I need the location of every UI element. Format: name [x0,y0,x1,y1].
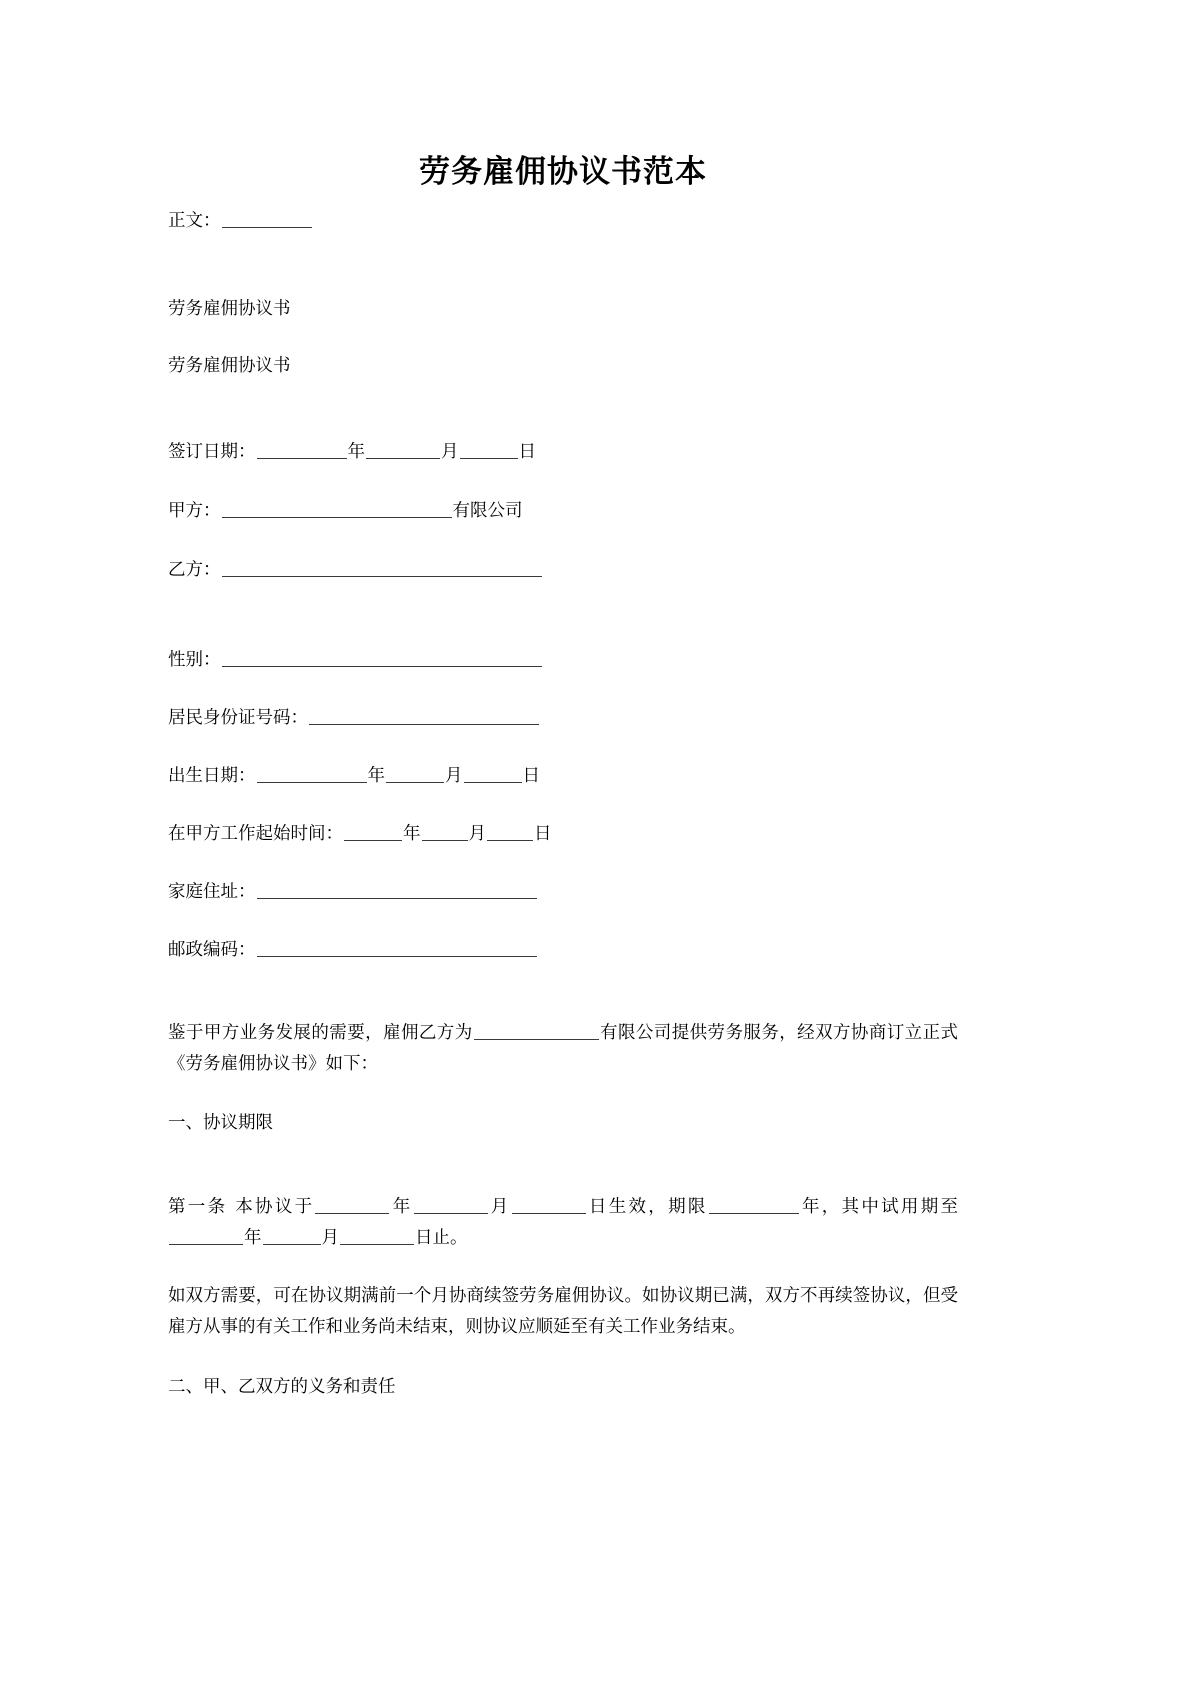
renewal-paragraph: 如双方需要，可在协议期满前一个月协商续签劳务雇佣协议。如协议期已满，双方不再续签协议，但受雇方从事的有关工作和业务尚未结束，则协议应顺延至有关工作业务结束。 [168,1286,958,1337]
field-party-b-label: 乙方： [168,560,221,580]
field-postal-code [168,935,538,966]
work-start-day-blank [487,824,533,841]
article-1-probation-day-unit: 日止。 [415,1228,468,1248]
work-start-month-blank [422,824,468,841]
article-1-term-unit: 年，其中试用期至 [799,1197,959,1217]
field-home-address [168,877,538,908]
work-start-year-blank [344,824,402,841]
work-start-month-unit: 月 [468,824,486,844]
article-1-day-blank [512,1197,586,1214]
field-birth-date-label: 出生日期： [168,766,256,786]
field-home-address-label: 家庭住址： [168,882,256,902]
page-title: 劳务雇佣协议书范本 [419,154,707,190]
field-work-start-date [168,819,552,850]
preamble-company-blank [474,1023,599,1040]
birth-date-year-unit: 年 [367,766,385,786]
article-1-probation-month-unit: 月 [321,1228,339,1248]
field-postal-code-label: 邮政编码： [168,940,256,960]
birth-date-year-blank [257,766,367,783]
party-a-blank [222,501,452,518]
work-start-day-unit: 日 [534,824,552,844]
field-work-start-date-label: 在甲方工作起始时间： [168,824,343,844]
field-sign-date [168,437,536,468]
article-1-paragraph [168,1192,958,1254]
field-party-b [168,555,543,586]
article-1-prefix: 第一条 本协议于 [168,1197,315,1217]
sign-date-month-unit: 月 [441,442,459,462]
intro-label: 正文： [168,211,221,231]
preamble-paragraph [168,1018,958,1080]
postal-code-blank [257,940,537,957]
section-heading-2: 二、甲、乙双方的义务和责任 [168,1377,396,1397]
article-1-year-unit: 年 [390,1197,413,1217]
field-id-number [168,703,540,734]
article-1-month-blank [414,1197,488,1214]
field-gender-label: 性别： [168,650,221,670]
sign-date-day-blank [460,442,518,459]
party-b-blank [222,560,542,577]
birth-date-month-blank [386,766,444,783]
field-party-a-label: 甲方： [168,501,221,521]
article-1-term-blank [709,1197,799,1214]
birth-date-day-blank [464,766,522,783]
gender-blank [222,650,542,667]
article-1-month-unit: 月 [488,1197,511,1217]
sign-date-year-blank [257,442,347,459]
section-heading-1: 一、协议期限 [168,1113,273,1133]
intro-line [168,206,313,237]
article-1-probation-year-blank [169,1228,243,1245]
heading-agreement-1: 劳务雇佣协议书 [168,299,291,319]
article-1-year-blank [315,1197,389,1214]
field-sign-date-label: 签订日期： [168,442,256,462]
sign-date-day-unit: 日 [518,442,536,462]
article-1-probation-day-blank [340,1228,414,1245]
field-party-a-suffix: 有限公司 [452,501,523,521]
article-1-probation-year-unit: 年 [244,1228,262,1248]
birth-date-month-unit: 月 [445,766,463,786]
id-number-blank [309,708,539,725]
sign-date-month-blank [366,442,440,459]
birth-date-day-unit: 日 [522,766,540,786]
field-id-number-label: 居民身份证号码： [168,708,308,728]
field-gender [168,645,543,676]
preamble-part-2: 有限公司提供劳务服务，经双方协商订立正式《劳务雇佣协议书》如下： [168,1023,959,1074]
home-address-blank [257,882,537,899]
field-party-a [168,496,523,527]
article-1-day-unit: 日生效，期限 [586,1197,708,1217]
heading-agreement-2: 劳务雇佣协议书 [168,356,291,376]
intro-blank [222,211,312,228]
preamble-part-1: 鉴于甲方业务发展的需要，雇佣乙方为 [168,1023,473,1043]
work-start-year-unit: 年 [403,824,421,844]
field-birth-date [168,761,540,792]
sign-date-year-unit: 年 [347,442,365,462]
article-1-probation-month-blank [263,1228,321,1245]
